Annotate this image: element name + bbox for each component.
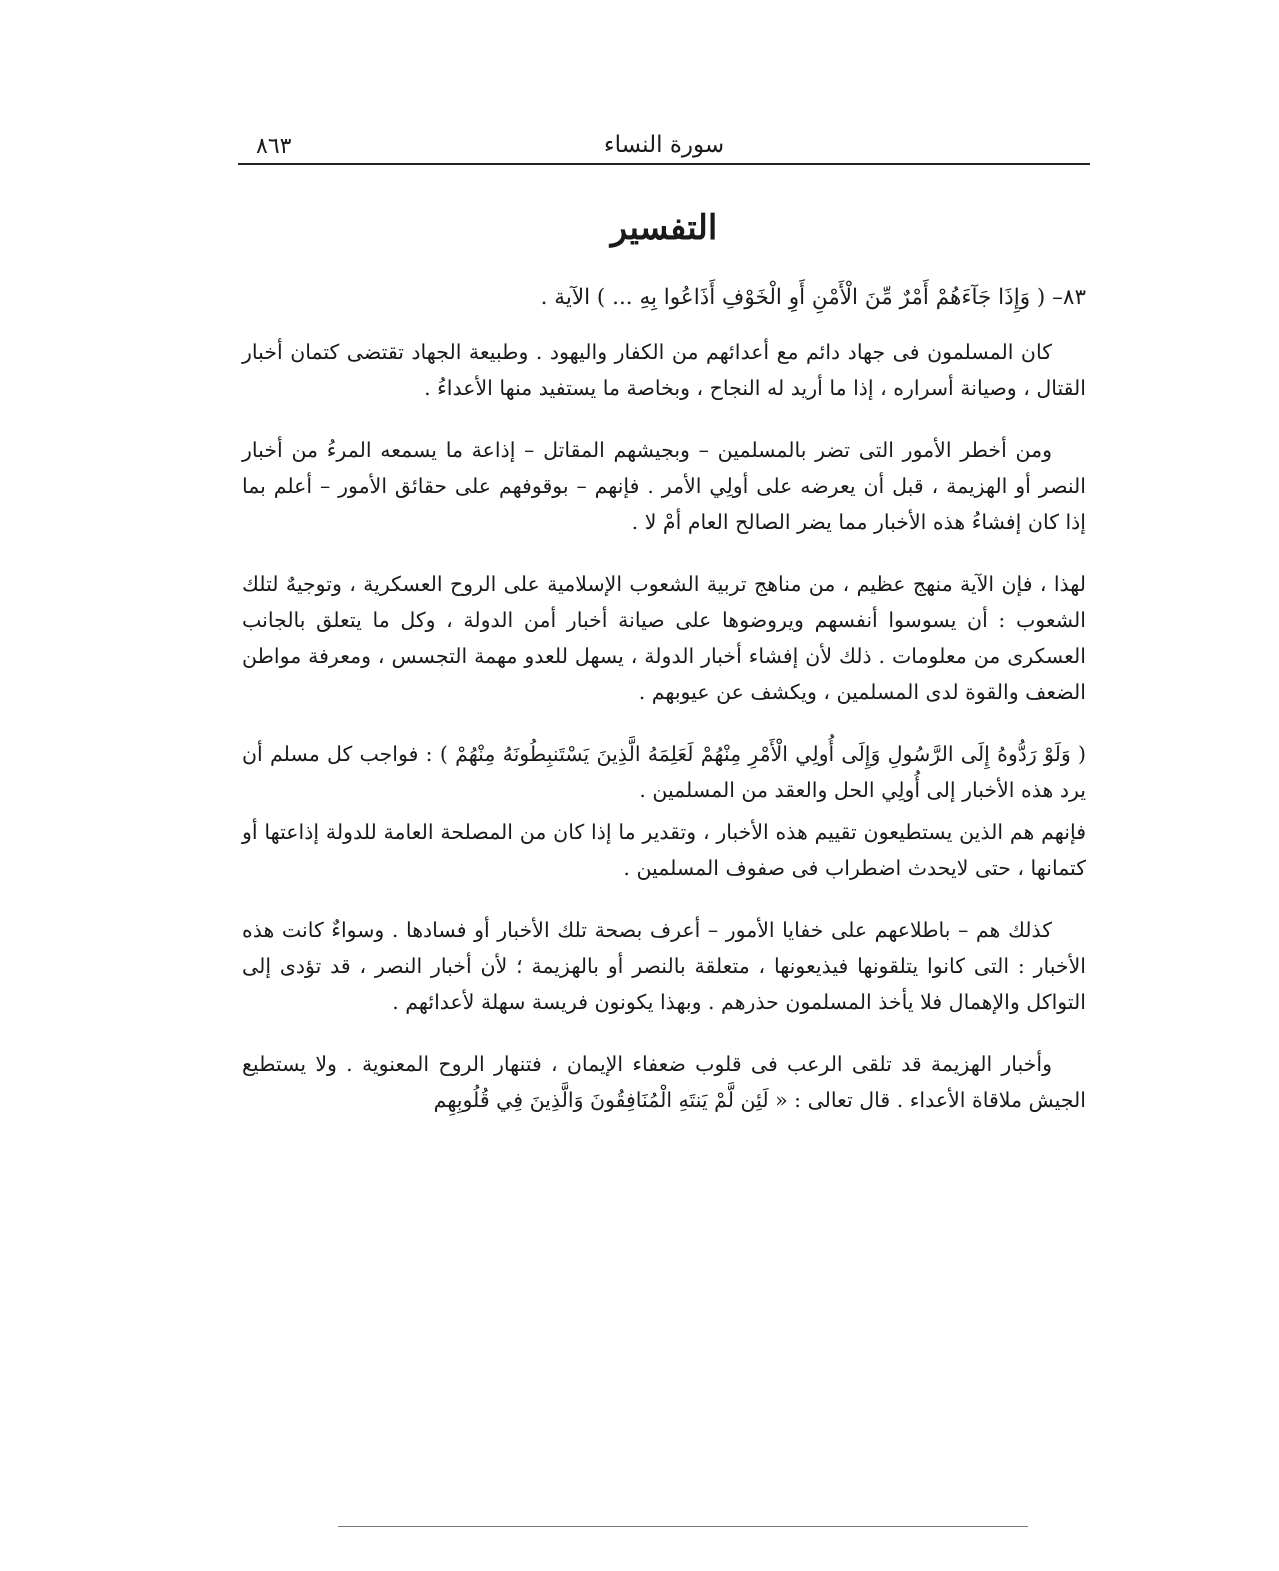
- surah-title: سورة النساء: [603, 132, 725, 158]
- paragraph-3: لهذا ، فإن الآية منهج عظيم ، من مناهج تربية الشعوب الإسلامية على الروح العسكرية ، وتوجيهٌ لتلك الشعوب : أن يسوسوا أنفسهم ويروضوها على صيانة أخبار أمن الدولة ، وكل ما يتعلق بالجانب العسكرى من معلومات . ذلك لأن إفشاء أخبار الدولة ، يسهل للعدو مهمة التجسس ، ومعرفة مواطن الضعف والقوة لدى المسلمين ، ويكشف عن عيوبهم .: [242, 572, 1086, 704]
- paragraph-2: ومن أخطر الأمور التى تضر بالمسلمين – وبجيشهم المقاتل – إذاعة ما يسمعه المرءُ من أخبار النصر أو الهزيمة ، قبل أن يعرضه على أولِي الأمر . فإنهم – بوقوفهم على حقائق الأمور – أعلم بما إذا كان إفشاءُ هذه الأخبار مما يضر الصالح العام أمْ لا .: [242, 438, 1086, 534]
- header-rule: [238, 163, 1090, 165]
- paragraph-4-quranic-quote: ( وَلَوْ رَدُّوهُ إِلَى الرَّسُولِ وَإِلَى أُولِي الْأَمْرِ مِنْهُمْ لَعَلِمَهُ الَّذِينَ يَسْتَنبِطُونَهُ مِنْهُمْ ) : فواجب كل مسلم أن يرد هذه الأخبار إلى أُولِي الحل والعقد من المسلمين .: [242, 742, 1086, 802]
- page-number: ٨٦٣: [256, 134, 292, 159]
- paragraph-6: كذلك هم – باطلاعهم على خفايا الأمور – أعرف بصحة تلك الأخبار أو فسادها . وسواءٌ كانت هذه الأخبار : التى كانوا يتلقونها فيذيعونها ، متعلقة بالنصر أو بالهزيمة ؛ لأن أخبار النصر ، قد تؤدى إلى التواكل والإهمال فلا يأخذ المسلمون حذرهم . وبهذا يكونون فريسة سهلة لأعدائهم .: [242, 918, 1086, 1014]
- footer-rule: [338, 1526, 1028, 1527]
- running-header: [238, 128, 1090, 168]
- book-page: [238, 120, 1090, 1540]
- verse-heading: ٨٣– ( وَإِذَا جَآءَهُمْ أَمْرٌ مِّنَ الْأَمْنِ أَوِ الْخَوْفِ أَذَاعُوا بِهِ ... ) الآية .: [540, 285, 1086, 310]
- page-body: [242, 280, 1086, 1118]
- section-title: التفسير: [610, 208, 718, 248]
- paragraph-7: وأخبار الهزيمة قد تلقى الرعب فى قلوب ضعفاء الإيمان ، فتنهار الروح المعنوية . ولا يستطيع الجيش ملاقاة الأعداء . قال تعالى : « لَئِن لَّمْ يَنتَهِ الْمُنَافِقُونَ وَالَّذِينَ فِي قُلُوبِهِم: [242, 1052, 1086, 1112]
- paragraph-1: كان المسلمون فى جهاد دائم مع أعدائهم من الكفار واليهود . وطبيعة الجهاد تقتضى كتمان أخبار القتال ، وصيانة أسراره ، إذا ما أريد له النجاح ، وبخاصة ما يستفيد منها الأعداءُ .: [242, 340, 1086, 400]
- paragraph-5: فإنهم هم الذين يستطيعون تقييم هذه الأخبار ، وتقدير ما إذا كان من المصلحة العامة للدولة إذاعتها أو كتمانها ، حتى لايحدث اضطراب فى صفوف المسلمين .: [242, 820, 1086, 880]
